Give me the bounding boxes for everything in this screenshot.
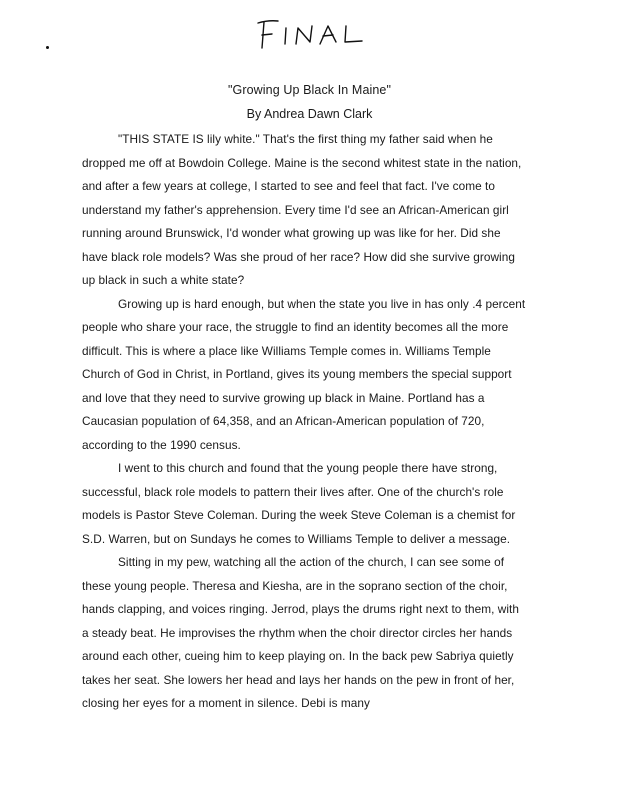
stray-ink-dot [46, 46, 49, 49]
paragraph-2: Growing up is hard enough, but when the state you live in has only .4 percent people who share your race, the struggle to find an identity becomes all the more difficult. This is where a place like Williams Temple comes in. Williams Temple Church of God in Christ, in Portland, gives its young members the special support and love that they need to survive growing up black in Maine. Portland has a Caucasian population of 64,358, and an African-American population of 720, according to the 1990 census. [82, 296, 526, 452]
paragraph-4: Sitting in my pew, watching all the action of the church, I can see some of these young people. Theresa and Kiesha, are in the soprano section of the choir, hands clapping, and voices ringing. Jerrod, plays the drums right next to them, with a steady beat. He improvises the rhythm when the choir director circles her hands around each other, cueing him to keep playing on. In the back pew Sabriya quietly takes her seat. She lowers her head and lays her hands on the pew in front of her, closing her eyes for a moment in silence. Debi is many [82, 555, 519, 710]
article-title: "Growing Up Black In Maine" [227, 83, 392, 97]
article-byline: By Andrea Dawn Clark [246, 107, 373, 121]
handwritten-final-drawing [252, 8, 372, 54]
paragraph-1: "THIS STATE IS lily white." That's the first thing my father said when he dropped me off at Bowdoin College. Maine is the second whitest state in the nation, and after a few years at college, I started to see and feel that fact. I've come to understand my father's apprehension. Every time I'd see an African-American girl running around Brunswick, I'd wonder what growing up was like for her. Did she have black role models? Was she proud of her race? How did she survive growing up black in such a white state? [82, 132, 522, 287]
paragraph-3: I went to this church and found that the young people there have strong, successful, black role models to pattern their lives after. One of the church's role models is Pastor Steve Coleman. During the week Steve Coleman is a chemist for S.D. Warren, but on Sundays he comes to Williams Temple to deliver a message. [82, 461, 516, 546]
article-body [82, 128, 527, 716]
handwritten-final-note [252, 8, 372, 54]
